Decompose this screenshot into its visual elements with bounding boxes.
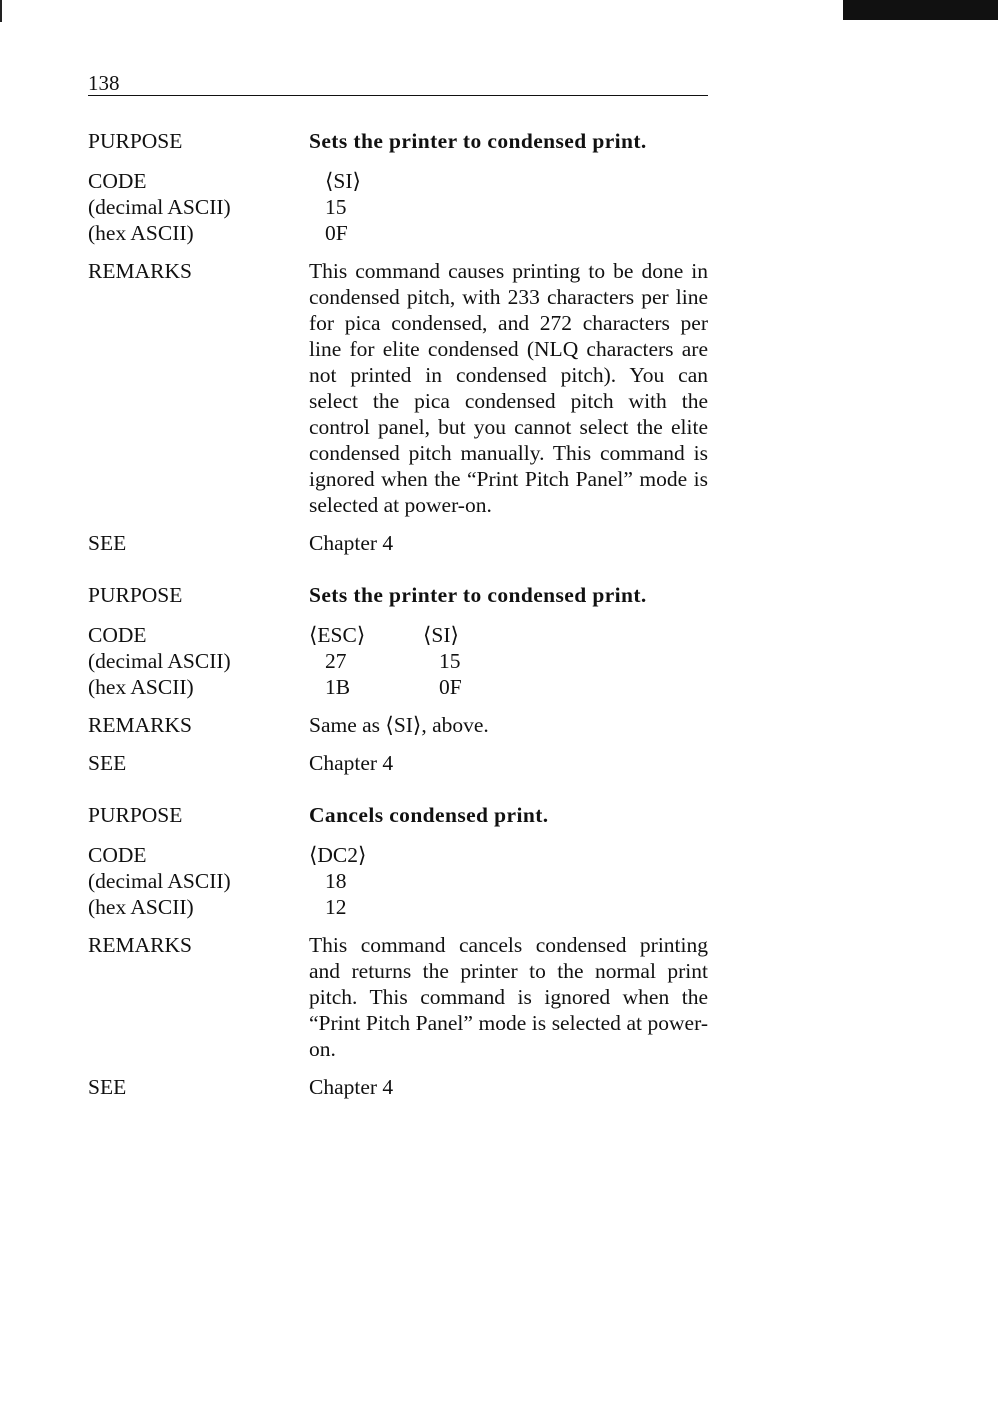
code-value: ⟨ESC⟩ [309, 623, 366, 647]
page-number: 138 [88, 71, 120, 95]
decimal-value: 27 [325, 649, 347, 673]
remarks-label: REMARKS [88, 933, 192, 957]
code-values [309, 168, 708, 246]
command-entry-esc-si [88, 582, 708, 776]
see-label: SEE [88, 751, 127, 775]
code-column [309, 842, 423, 920]
remarks-label: REMARKS [88, 259, 192, 283]
see-row [88, 750, 708, 776]
code-row [88, 842, 708, 920]
remarks-row [88, 932, 708, 1062]
code-labels [88, 168, 309, 246]
purpose-label: PURPOSE [88, 129, 183, 153]
remarks-label: REMARKS [88, 713, 192, 737]
see-label: SEE [88, 531, 127, 555]
decimal-value: 18 [325, 869, 347, 893]
decimal-label: (decimal ASCII) [88, 869, 231, 893]
purpose-row [88, 802, 708, 828]
hex-label: (hex ASCII) [88, 895, 194, 919]
see-reference: Chapter 4 [309, 531, 394, 555]
hex-value: 12 [325, 895, 347, 919]
hex-value: 0F [325, 221, 348, 245]
code-column [309, 168, 423, 246]
remarks-row [88, 258, 708, 518]
scan-corner-mark [843, 0, 998, 20]
see-reference: Chapter 4 [309, 1075, 394, 1099]
hex-label: (hex ASCII) [88, 221, 194, 245]
header-rule [88, 95, 708, 96]
code-labels [88, 622, 309, 700]
scan-edge-mark [0, 0, 2, 22]
command-entry-dc2 [88, 802, 708, 1100]
purpose-row [88, 128, 708, 154]
code-value: ⟨SI⟩ [325, 169, 361, 193]
remarks-text: This command causes printing to be done in condensed pitch, with 233 characters per line for pica condensed, and 272 characters per line for elite condensed (NLQ characters are not printed in condensed pitch). You can select the pica condensed pitch with the control panel, but you cannot select the elite condensed pitch manually. This command is ignored when the “Print Pitch Panel” mode is selected at power-on. [309, 259, 708, 517]
decimal-label: (decimal ASCII) [88, 649, 231, 673]
see-reference: Chapter 4 [309, 751, 394, 775]
decimal-label: (decimal ASCII) [88, 195, 231, 219]
decimal-value: 15 [325, 195, 347, 219]
command-reference [88, 128, 708, 1100]
code-column [423, 622, 537, 700]
code-value: ⟨DC2⟩ [309, 843, 367, 867]
purpose-label: PURPOSE [88, 803, 183, 827]
code-labels [88, 842, 309, 920]
code-label: CODE [88, 843, 147, 867]
code-row [88, 622, 708, 700]
purpose-text: Sets the printer to condensed print. [309, 583, 647, 607]
purpose-text: Cancels condensed print. [309, 803, 549, 827]
code-column [309, 622, 423, 700]
hex-value: 1B [325, 675, 351, 699]
purpose-text: Sets the printer to condensed print. [309, 129, 647, 153]
remarks-text: Same as ⟨SI⟩, above. [309, 713, 489, 737]
purpose-label: PURPOSE [88, 583, 183, 607]
hex-label: (hex ASCII) [88, 675, 194, 699]
hex-value: 0F [439, 675, 462, 699]
see-label: SEE [88, 1075, 127, 1099]
code-values [309, 622, 708, 700]
see-row [88, 530, 708, 556]
code-label: CODE [88, 169, 147, 193]
code-value: ⟨SI⟩ [423, 623, 459, 647]
see-row [88, 1074, 708, 1100]
decimal-value: 15 [439, 649, 461, 673]
code-label: CODE [88, 623, 147, 647]
remarks-row [88, 712, 708, 738]
purpose-row [88, 582, 708, 608]
code-values [309, 842, 708, 920]
command-entry-si [88, 128, 708, 556]
code-row [88, 168, 708, 246]
remarks-text: This command cancels condensed printing and returns the printer to the normal print pitch. This command is ignored when the “Print Pitch Panel” mode is selected at power-on. [309, 933, 708, 1061]
